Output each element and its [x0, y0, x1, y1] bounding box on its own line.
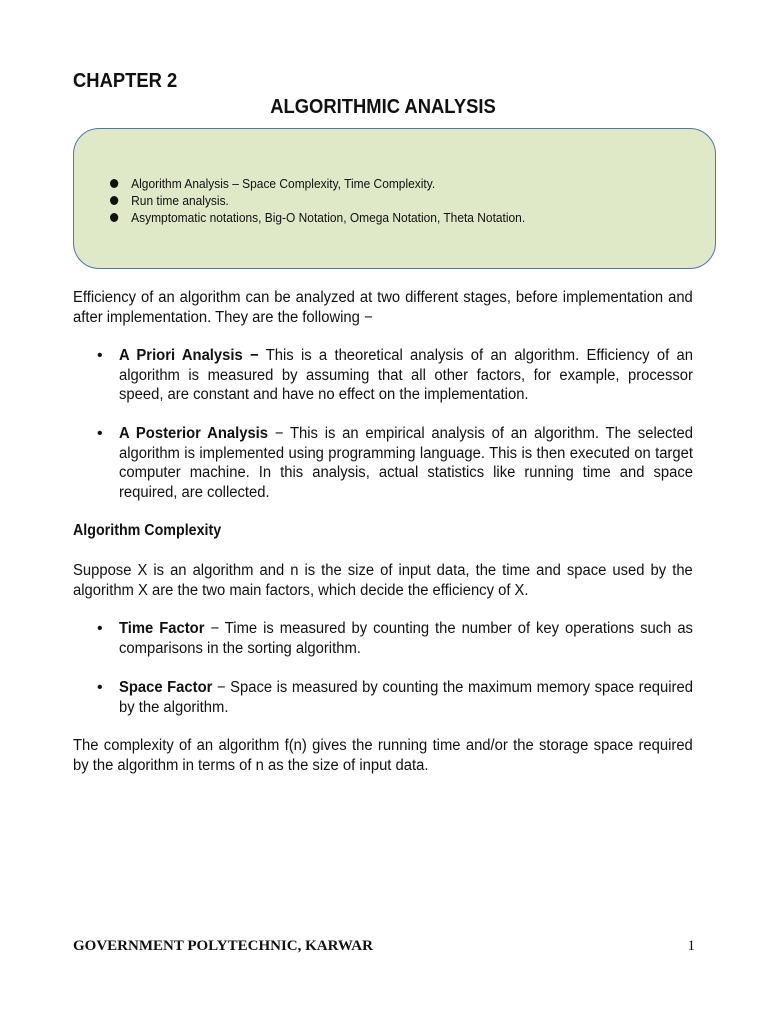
bullet-term: Time Factor	[119, 620, 205, 637]
objective-item: Algorithm Analysis – Space Complexity, Time Complexity.	[110, 175, 525, 192]
list-item	[97, 619, 693, 658]
bullet-glyph: •	[97, 620, 103, 637]
objective-item: Run time analysis.	[110, 192, 525, 209]
section-heading: Algorithm Complexity	[73, 522, 222, 539]
bullet-text: − Space is measured by counting the maximum memory space required by the algorithm.	[119, 679, 693, 716]
bullet-text: This is a theoretical analysis of an algorithm. Efficiency of an algorithm is measured by assuming that all other factors, for example, processor speed, are constant and have no effect on the implementation.	[119, 347, 693, 403]
bullet-glyph: •	[97, 425, 103, 442]
page-number: 1	[687, 938, 695, 954]
closing-paragraph: The complexity of an algorithm f(n) gives the running time and/or the storage space required by the algorithm in terms of n as the size of input data.	[73, 737, 693, 774]
list-item	[97, 346, 693, 405]
bullet-glyph: •	[97, 679, 103, 696]
objectives-box	[73, 128, 716, 269]
bullet-term: Space Factor	[119, 679, 213, 696]
bullet-text: − Time is measured by counting the number of key operations such as comparisons in the sorting algorithm.	[119, 620, 693, 657]
list-item	[97, 678, 693, 717]
bullet-text: − This is an empirical analysis of an algorithm. The selected algorithm is implemented using programming language. This is then executed on target computer machine. In this analysis, actual statistics like running time and space required, are collected.	[119, 425, 693, 501]
document-page	[73, 0, 693, 1024]
complexity-paragraph: Suppose X is an algorithm and n is the size of input data, the time and space used by the algorithm X are the two main factors, which decide the efficiency of X.	[73, 562, 693, 599]
footer-institution: GOVERNMENT POLYTECHNIC, KARWAR	[73, 938, 373, 954]
list-item	[97, 424, 693, 502]
bullet-term: A Priori Analysis −	[119, 347, 259, 364]
objectives-list	[110, 175, 561, 226]
chapter-label: CHAPTER 2	[73, 70, 178, 92]
bullet-term: A Posterior Analysis	[119, 425, 269, 442]
objective-item: Asymptomatic notations, Big-O Notation, Omega Notation, Theta Notation.	[110, 209, 525, 226]
intro-paragraph: Efficiency of an algorithm can be analyzed at two different stages, before implementation and after implementation. They are the following −	[73, 289, 693, 326]
bullet-glyph: •	[97, 347, 103, 364]
page-title: ALGORITHMIC ANALYSIS	[270, 96, 496, 118]
